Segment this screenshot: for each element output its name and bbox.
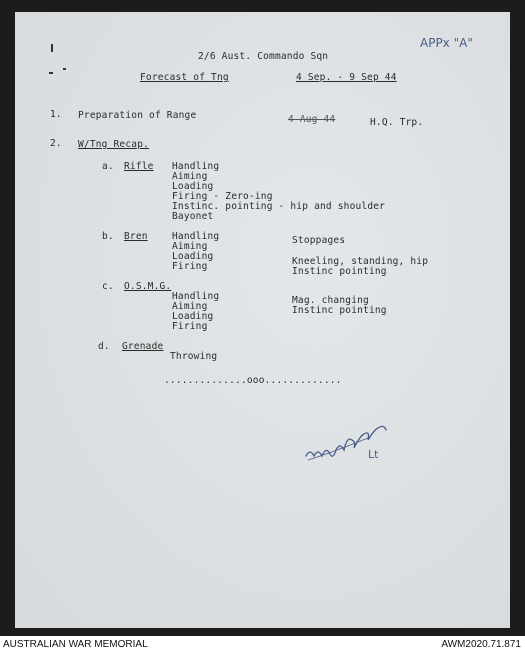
struck-date: 4 Aug 44 [288,114,336,125]
unit-heading: 2/6 Aust. Commando Sqn [198,51,329,62]
weapon-name: Bren [124,231,148,242]
drill-line: Firing [172,321,208,332]
item-number: 1. [50,109,62,120]
drill-note: Stoppages [292,235,346,246]
punch-mark [63,68,66,70]
weapon-name: Grenade [122,341,164,352]
item-number: 2. [50,138,62,149]
drill-line: Aiming [172,301,208,312]
drill-note: Instinc pointing [292,266,387,277]
drill-line: Bayonet [172,211,214,222]
sub-letter: b. [102,231,114,242]
footer-accession: AWM2020.71.871 [441,639,521,650]
drill-line: Aiming [172,171,208,182]
drill-line: Firing [172,261,208,272]
weapon-name: O.S.M.G. [124,281,172,292]
sub-letter: c. [102,281,114,292]
weapon-name: Rifle [124,161,154,172]
footer-institution: AUSTRALIAN WAR MEMORIAL [3,639,148,650]
signature-rank: Lt [368,448,379,461]
appendix-annotation: APPx "A" [420,36,473,50]
drill-line: Loading [172,181,214,192]
officer-signature [300,410,400,474]
document-page [15,12,510,628]
drill-line: Instinc. pointing - hip and shoulder [172,201,386,212]
footer-bar [0,636,525,653]
punch-mark [51,44,53,52]
sub-letter: a. [102,161,114,172]
item-label: Preparation of Range [78,110,197,121]
drill-line: Throwing [170,351,218,362]
sub-letter: d. [98,341,110,352]
drill-line: Handling [172,231,220,242]
punch-mark [49,72,53,74]
item-label: W/Tng Recap. [78,139,150,150]
signature-scribble [300,410,400,470]
section-separator: ..............ooo............. [164,375,342,386]
drill-note: Kneeling, standing, hip [292,256,429,267]
date-range: 4 Sep. - 9 Sep 44 [296,72,397,83]
drill-note: Mag. changing [292,295,369,306]
drill-line: Aiming [172,241,208,252]
drill-line: Handling [172,291,220,302]
drill-line: Handling [172,161,220,172]
drill-line: Loading [172,251,214,262]
document-title: Forecast of Tng [140,72,229,83]
drill-line: Firing - Zero-ing [172,191,273,202]
drill-note: Instinc pointing [292,305,387,316]
item-responsible: H.Q. Trp. [370,117,424,128]
drill-line: Loading [172,311,214,322]
